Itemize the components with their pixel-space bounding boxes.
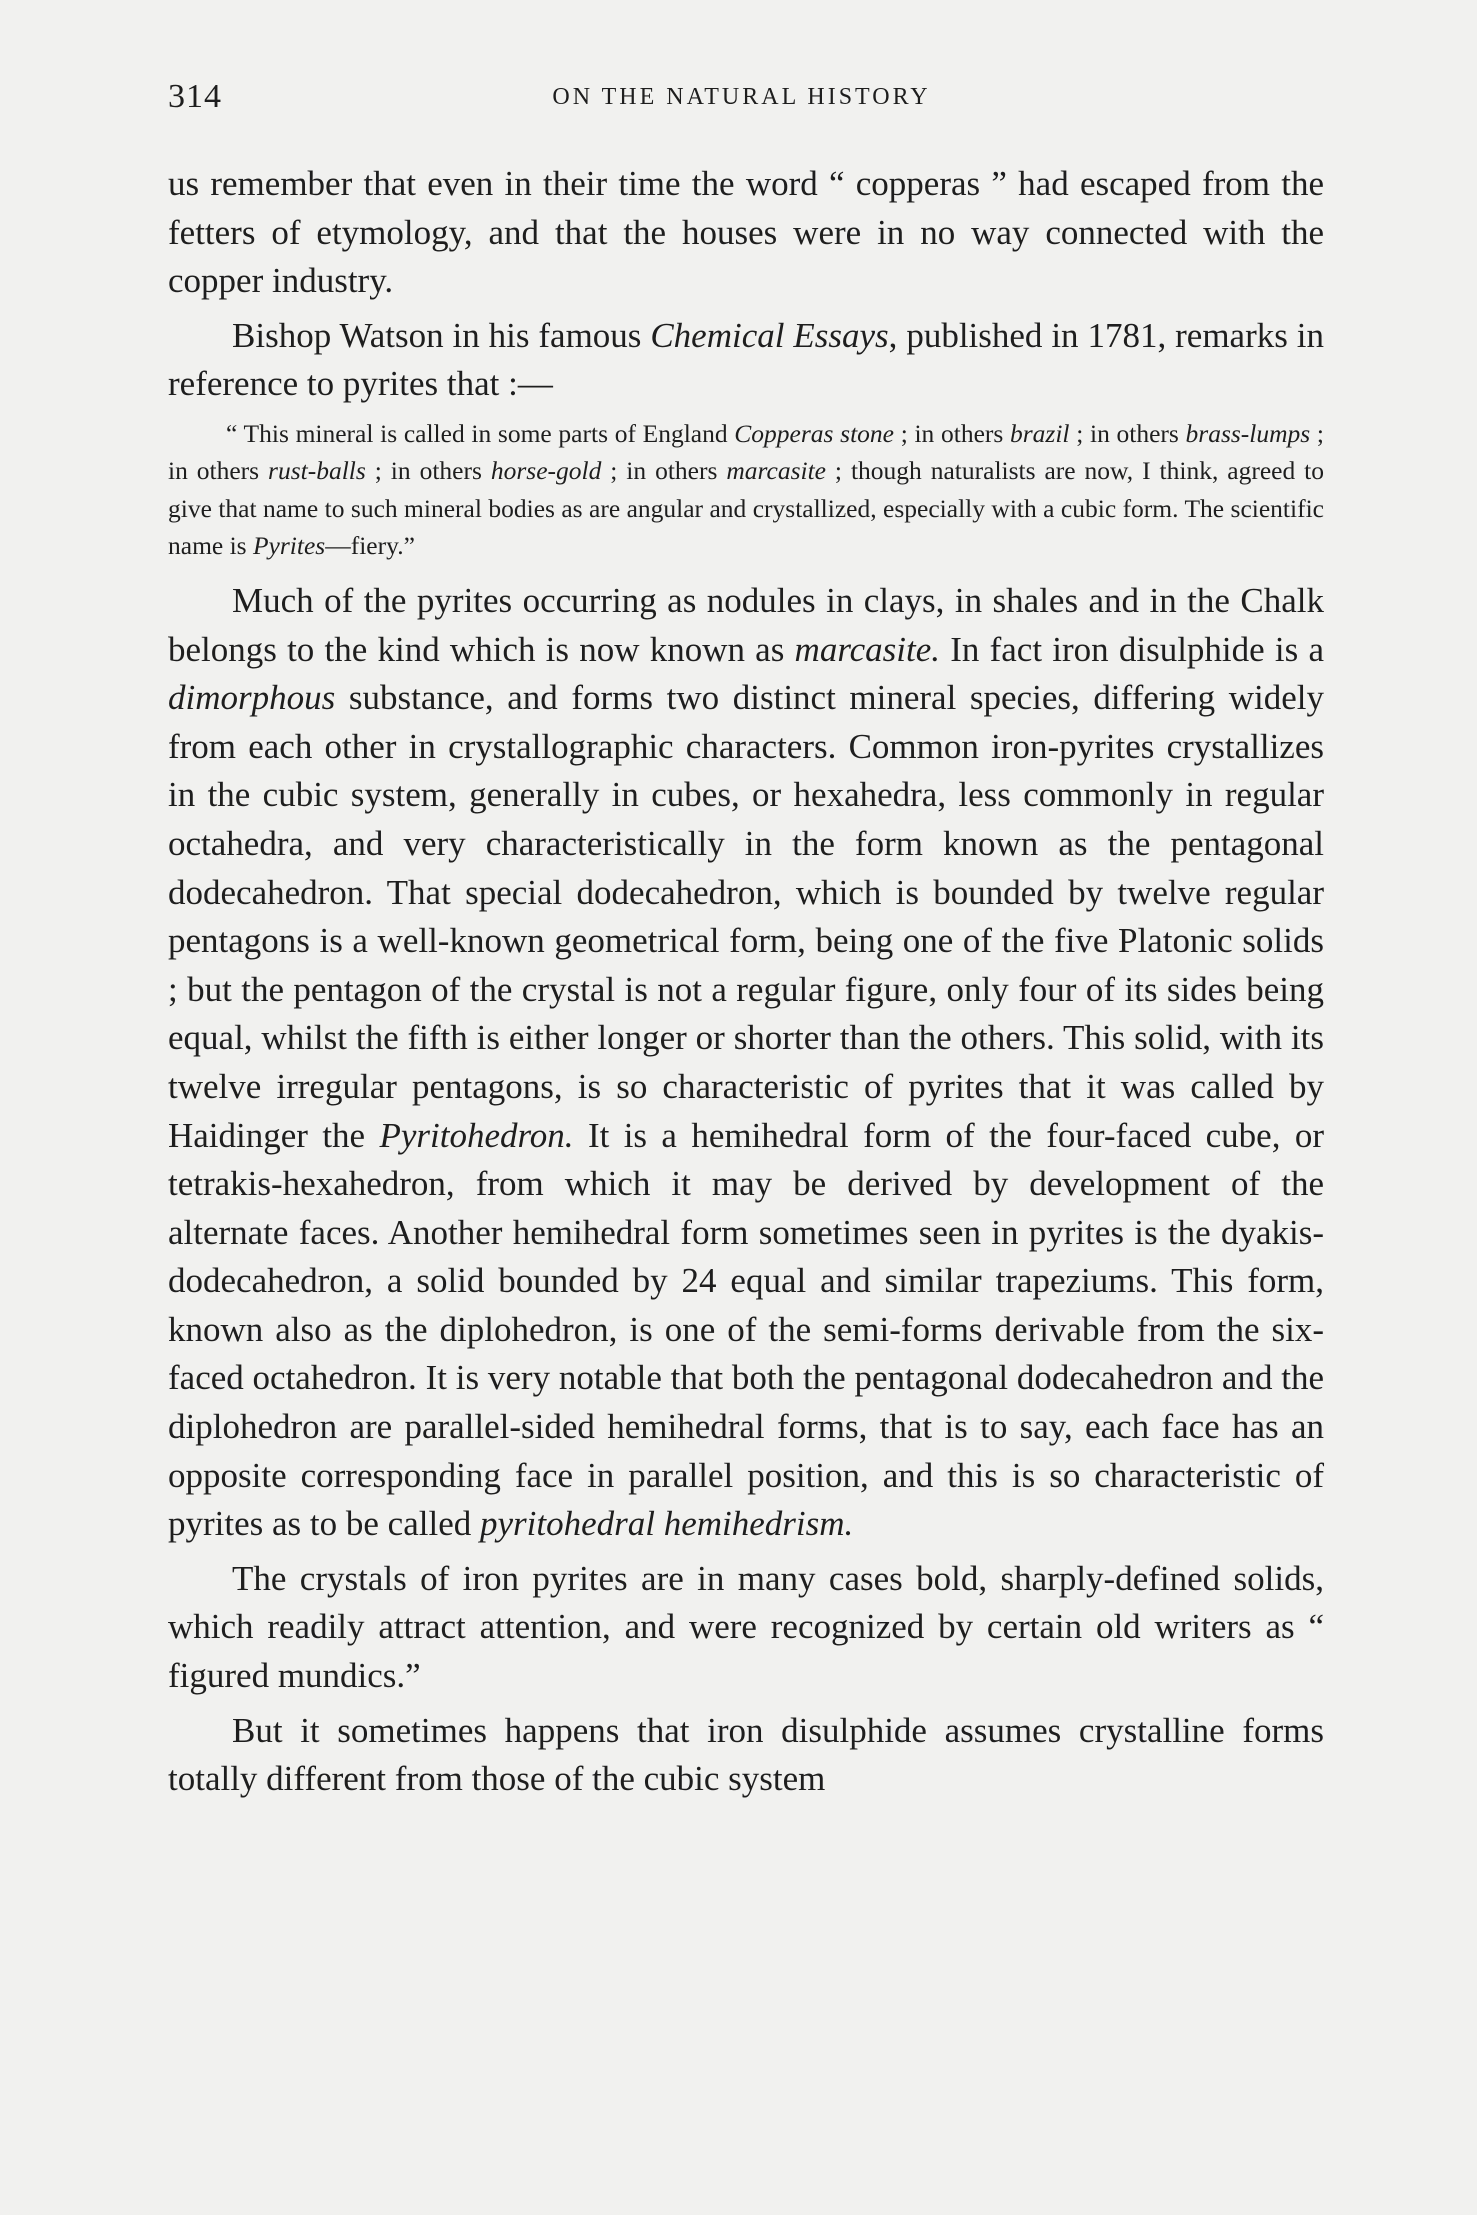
text-run: The crystals of iron pyrites are in many cases bold, sharply-defined solids, which readily attract attention, and were recognized by certain old writers as “ figured mundics.” xyxy=(168,1558,1324,1696)
text-run: It is a hemihedral form of the four-faced cube, or tetrakis-hexahedron, from which it may be derived by development of the alternate faces. Another hemihedral form sometimes seen in pyrites is the dyakis-dodecahedron, a solid bounded by 24 equal and similar trapeziums. This form, known also as the diplohedron, is one of the semi-forms derivable from the six-faced octahedron. It is very notable that both the pentagonal dodecahedron and the diplohedron are parallel-sided hemihedral forms, that is to say, each face has an opposite corresponding face in parallel position, and this is so characteristic of pyrites as to be called xyxy=(168,1115,1324,1544)
body-text xyxy=(168,160,1324,1810)
text-run: ; in others xyxy=(365,456,491,486)
paragraph-marcasite xyxy=(168,577,1324,1549)
text-run: ; in others xyxy=(168,418,1324,486)
page-number: 314 xyxy=(168,78,222,115)
text-run: But it sometimes happens that iron disulphide assumes crystalline forms totally different from those of the cubic system xyxy=(168,1710,1324,1799)
italic-text: Chemical Essays xyxy=(650,315,889,355)
text-run: ; though naturalists are now, I think, agreed to give that name to such mineral bodies as are angular and crystallized, especially with a cubic form. The scientific name is xyxy=(168,456,1325,561)
paragraph-watson xyxy=(168,312,1324,409)
text-run: “ This mineral is called in some parts of England xyxy=(226,418,735,448)
italic-text: marcasite xyxy=(726,456,826,486)
text-run: ; in others xyxy=(1069,418,1186,448)
italic-text: horse-gold xyxy=(490,456,602,486)
page-header xyxy=(168,78,1315,122)
italic-text: dimorphous xyxy=(168,678,336,718)
italic-text: rust-balls xyxy=(268,456,366,486)
italic-text: brazil xyxy=(1010,418,1070,448)
text-run: us remember that even in their time the word “ copperas ” had escaped from the fetters of etymology, and that the houses were in no way connected with the copper industry. xyxy=(168,164,1324,301)
italic-text: marcasite. xyxy=(794,629,941,669)
italic-text: brass-lumps xyxy=(1185,418,1311,448)
text-run: substance, and forms two distinct mineral species, differing widely from each other in crystallographic characters. Common iron-pyrites crystallizes in the cubic system, generally in cubes, or hexahedra, less commonly in regular octahedra, and very characteristically in the form known as the pentagonal dodecahedron. That special dodecahedron, which is bounded by twelve regular pentagons is a well-known geometrical form, being one of the five Platonic solids ; but the pentagon of the crystal is not a regular figure, only four of its sides being equal, whilst the fifth is either longer or shorter than the others. This solid, with its twelve irregular pentagons, is so characteristic of pyrites that it was called by Haidinger the xyxy=(168,678,1324,1155)
text-run: In fact iron disulphide is a xyxy=(940,629,1324,669)
paragraph-closing xyxy=(168,1707,1324,1804)
text-run: ; in others xyxy=(601,456,727,486)
block-quote xyxy=(168,415,1324,565)
italic-text: Pyritohedron. xyxy=(379,1115,574,1155)
text-run: —fiery.” xyxy=(325,531,415,561)
paragraph-crystals xyxy=(168,1555,1324,1701)
paragraph-continued xyxy=(168,160,1324,306)
italic-text: Copperas stone xyxy=(734,418,894,448)
italic-text: pyritohedral hemihedrism. xyxy=(479,1504,854,1544)
text-run: , published in 1781, remarks in reference to pyrites that :— xyxy=(168,315,1324,404)
text-run: Much of the pyrites occurring as nodules in clays, in shales and in the Chalk belongs to the kind which is now known as xyxy=(168,580,1324,669)
italic-text: Pyrites xyxy=(252,531,326,561)
text-run: Bishop Watson in his famous xyxy=(232,315,651,355)
text-run: ; in others xyxy=(894,418,1010,448)
running-title: ON THE NATURAL HISTORY xyxy=(552,84,931,110)
